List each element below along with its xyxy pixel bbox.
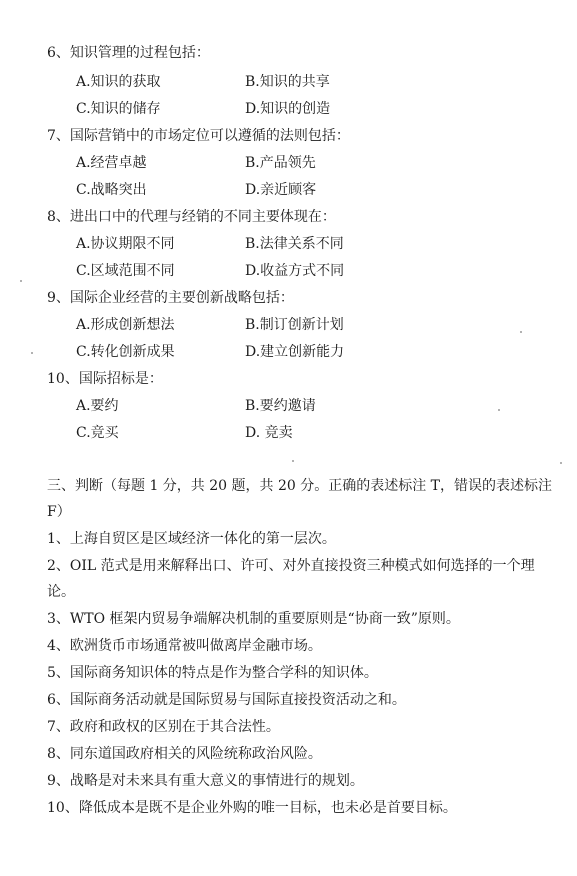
tf-item-6: 6、国际商务活动就是国际贸易与国际直接投资活动之和。 <box>47 692 406 708</box>
question-6-option-a: A.知识的获取 <box>76 74 161 90</box>
question-7-option-d: D.亲近顾客 <box>245 182 317 198</box>
tf-item-5: 5、国际商务知识体的特点是作为整合学科的知识体。 <box>47 665 378 681</box>
question-7-option-a: A.经营卓越 <box>76 155 147 171</box>
tf-item-10: 10、降低成本是既不是企业外购的唯一目标，也未必是首要目标。 <box>47 800 457 816</box>
question-10-stem: 10、国际招标是： <box>47 371 163 387</box>
question-6-option-c: C.知识的储存 <box>76 101 161 117</box>
scan-speck <box>31 352 33 354</box>
tf-section-heading-cont: F） <box>47 504 71 520</box>
scan-speck <box>292 460 294 462</box>
question-10-option-b: B.要约邀请 <box>245 398 316 414</box>
tf-item-7: 7、政府和政权的区别在于其合法性。 <box>47 719 280 735</box>
question-7-option-c: C.战略突出 <box>76 182 147 198</box>
tf-item-8: 8、同东道国政府相关的风险统称政治风险。 <box>47 746 322 762</box>
question-9-option-a: A.形成创新想法 <box>76 317 175 333</box>
question-9-option-b: B.制订创新计划 <box>245 317 344 333</box>
scan-speck <box>20 280 22 282</box>
question-7-stem: 7、国际营销中的市场定位可以遵循的法则包括： <box>47 128 350 144</box>
tf-item-2-cont: 论。 <box>47 584 75 600</box>
question-10-option-c: C.竞买 <box>76 425 119 441</box>
tf-item-1: 1、上海自贸区是区域经济一体化的第一层次。 <box>47 531 336 547</box>
tf-item-3: 3、WTO 框架内贸易争端解决机制的重要原则是“协商一致”原则。 <box>47 611 460 627</box>
question-8-option-b: B.法律关系不同 <box>245 236 344 252</box>
tf-item-2: 2、OIL 范式是用来解释出口、许可、对外直接投资三种模式如何选择的一个理 <box>47 558 535 574</box>
scan-speck <box>560 462 562 464</box>
question-8-stem: 8、进出口中的代理与经销的不同主要体现在： <box>47 209 336 225</box>
scan-speck <box>498 409 500 411</box>
question-10-option-d: D. 竞卖 <box>245 425 293 441</box>
question-6-option-b: B.知识的共享 <box>245 74 330 90</box>
question-7-option-b: B.产品领先 <box>245 155 316 171</box>
question-10-option-a: A.要约 <box>76 398 119 414</box>
tf-item-4: 4、欧洲货币市场通常被叫做离岸金融市场。 <box>47 638 322 654</box>
tf-section-heading: 三、判断（每题 1 分，共 20 题，共 20 分。正确的表述标注 T，错误的表述标注 <box>47 478 553 494</box>
question-9-option-c: C.转化创新成果 <box>76 344 175 360</box>
question-6-stem: 6、知识管理的过程包括： <box>47 45 210 61</box>
scan-speck <box>520 331 522 333</box>
question-8-option-a: A.协议期限不同 <box>76 236 175 252</box>
question-9-option-d: D.建立创新能力 <box>245 344 345 360</box>
question-9-stem: 9、国际企业经营的主要创新战略包括： <box>47 290 294 306</box>
question-8-option-c: C.区域范围不同 <box>76 263 175 279</box>
question-8-option-d: D.收益方式不同 <box>245 263 345 279</box>
tf-item-9: 9、战略是对未来具有重大意义的事情进行的规划。 <box>47 773 364 789</box>
question-6-option-d: D.知识的创造 <box>245 101 331 117</box>
